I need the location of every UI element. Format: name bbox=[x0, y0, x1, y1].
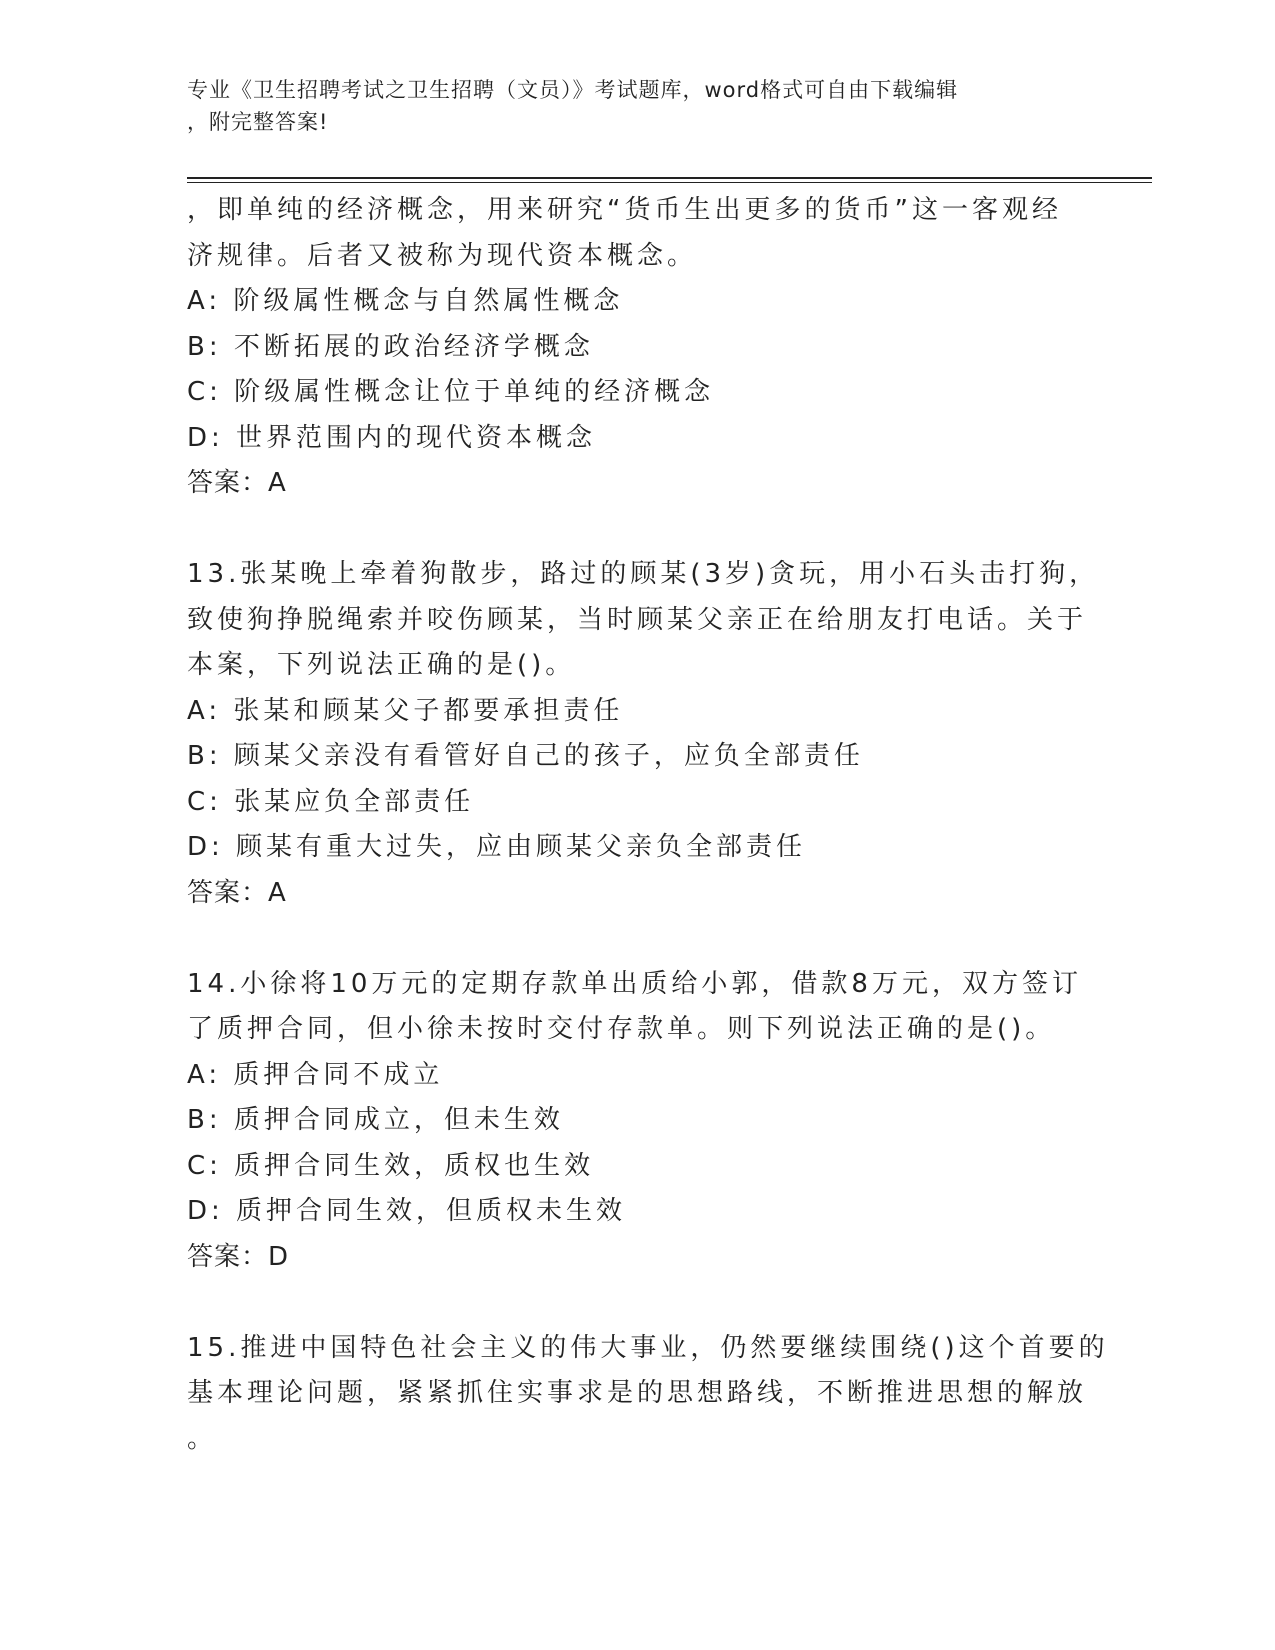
question-stem-line: 13.张某晚上牵着狗散步，路过的顾某(3岁)贪玩，用小石头击打狗， bbox=[187, 559, 1100, 589]
question-stem-line: 15.推进中国特色社会主义的伟大事业，仍然要继续围绕()这个首要的 bbox=[187, 1332, 1109, 1363]
question-stem-line: 本案，下列说法正确的是()。 bbox=[187, 650, 576, 680]
option-a: A: 质押合同不成立 bbox=[187, 1059, 444, 1090]
option-b: B: 质押合同成立，但未生效 bbox=[187, 1105, 564, 1135]
header-title-line-2: ，附完整答案! bbox=[187, 110, 329, 134]
answer-line: 答案：A bbox=[187, 877, 287, 908]
option-a: A: 阶级属性概念与自然属性概念 bbox=[187, 286, 624, 316]
option-d: D: 质押合同生效，但质权未生效 bbox=[187, 1196, 627, 1226]
spacer bbox=[187, 916, 1087, 962]
page-header bbox=[187, 74, 1057, 138]
question-stem-line: ，即单纯的经济概念，用来研究“货币生出更多的货币”这一客观经 bbox=[187, 195, 1062, 225]
spacer bbox=[187, 507, 1087, 553]
question-15 bbox=[187, 1326, 1109, 1463]
option-d: D: 世界范围内的现代资本概念 bbox=[187, 422, 597, 453]
spacer bbox=[187, 1280, 1087, 1326]
header-title-line-1: 专业《卫生招聘考试之卫生招聘（文员）》考试题库，word格式可自由下载编辑 bbox=[187, 78, 959, 102]
option-b: B: 顾某父亲没有看管好自己的孩子，应负全部责任 bbox=[187, 741, 864, 771]
answer-line: 答案：A bbox=[187, 468, 287, 498]
question-13 bbox=[187, 552, 1100, 916]
question-stem-line: 了质押合同，但小徐未按时交付存款单。则下列说法正确的是()。 bbox=[187, 1014, 1056, 1044]
question-stem-line: 致使狗挣脱绳索并咬伤顾某，当时顾某父亲正在给朋友打电话。关于 bbox=[187, 604, 1088, 635]
question-stem-line: 济规律。后者又被称为现代资本概念。 bbox=[187, 240, 698, 271]
document-body bbox=[187, 188, 1109, 1462]
header-rule-thick bbox=[187, 177, 1152, 179]
question-stem-line: 14.小徐将10万元的定期存款单出质给小郭，借款8万元，双方签订 bbox=[187, 968, 1082, 999]
option-c: C: 质押合同生效，质权也生效 bbox=[187, 1150, 595, 1181]
question-stem-line: 基本理论问题，紧紧抓住实事求是的思想路线，不断推进思想的解放 bbox=[187, 1378, 1088, 1408]
option-a: A: 张某和顾某父子都要承担责任 bbox=[187, 695, 624, 726]
option-c: C: 阶级属性概念让位于单纯的经济概念 bbox=[187, 377, 715, 407]
option-d: D: 顾某有重大过失，应由顾某父亲负全部责任 bbox=[187, 832, 807, 862]
header-rule-thin bbox=[187, 182, 1152, 183]
option-b: B: 不断拓展的政治经济学概念 bbox=[187, 331, 594, 362]
option-c: C: 张某应负全部责任 bbox=[187, 786, 475, 817]
question-12 bbox=[187, 188, 1087, 507]
question-stem-line: 。 bbox=[187, 1423, 218, 1454]
question-14 bbox=[187, 962, 1087, 1281]
answer-line: 答案：D bbox=[187, 1241, 290, 1272]
